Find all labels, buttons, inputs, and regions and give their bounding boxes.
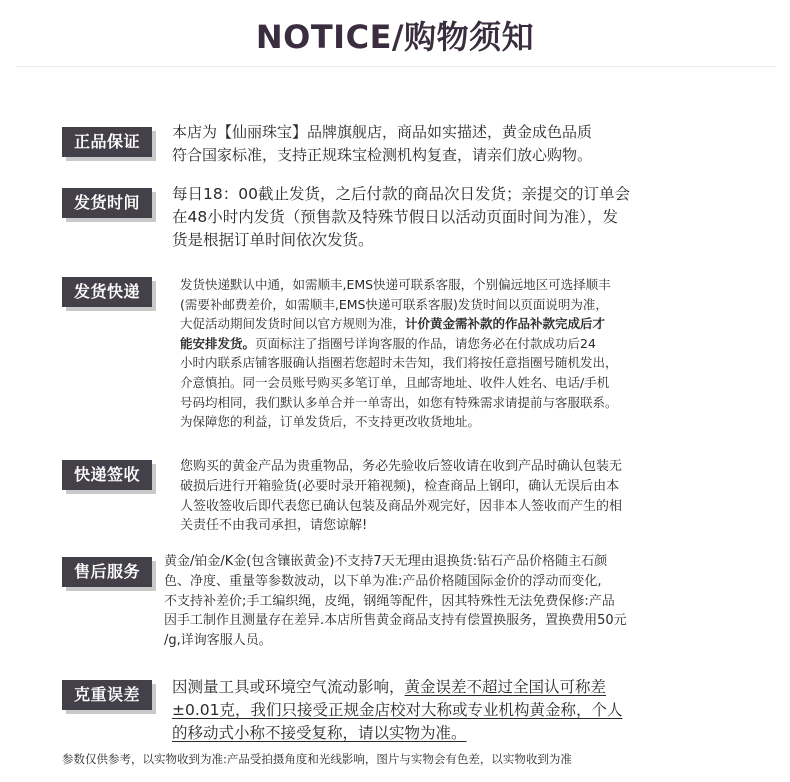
label-shipping-time: 发货时间 [62, 188, 152, 218]
after-sales-text [164, 552, 627, 651]
after-sales-line: 因手工制作且测量存在差异.本店所售黄金商品支持有偿置换服务，置换费用50元 [164, 613, 627, 629]
shipping-time-text [172, 183, 630, 252]
delivery-signoff-line: 破损后进行开箱验货(必要时录开箱视频)，检查商品上钢印，确认无误后由本 [180, 478, 620, 494]
courier-line: 为保障您的利益，订单发货后，不支持更改收货地址。 [180, 414, 481, 430]
courier-line-bold: 能安排发货。 [180, 335, 256, 351]
after-sales-line: 色、净度、重量等参数波动，以下单为准:产品价格随国际金价的浮动而变化, [164, 573, 602, 589]
weight-tolerance-line: ±0.01克，我们只接受正规金店校对大称或专业机构黄金称，个人 [172, 701, 623, 719]
courier-line [180, 334, 618, 354]
shipping-time-line: 每日18：00截止发货，之后付款的商品次日发货；亲提交的订单会 [172, 185, 630, 203]
label-weight-tolerance: 克重误差 [62, 680, 152, 710]
footnote: 参数仅供参考，以实物收到为准:产品受拍摄角度和光线影响，图片与实物会有色差，以实物收到为准 [62, 752, 572, 766]
weight-tolerance-line [172, 676, 623, 699]
delivery-signoff-line: 人签收签收后即代表您已确认包装及商品外观完好，因非本人签收而产生的相 [180, 498, 623, 514]
shipping-time-line: 在48小时内发货（预售款及特殊节假日以活动页面时间为准），发 [172, 208, 618, 226]
shipping-time-line: 货是根据订单时间依次发货。 [172, 231, 374, 249]
courier-line-normal: 大促活动期间发货时间以官方规则为准， [180, 316, 406, 332]
label-authenticity: 正品保证 [62, 127, 152, 157]
weight-tolerance-text [172, 676, 623, 745]
delivery-signoff-line: 关责任不由我司承担，请您谅解! [180, 518, 368, 534]
after-sales-line: /g,详询客服人员。 [164, 633, 272, 649]
weight-tolerance-line-normal: 因测量工具或环境空气流动影响， [172, 678, 405, 696]
courier-line: 介意慎拍。同一会员账号购买多笔订单，且邮寄地址、收件人姓名、电话/手机 [180, 374, 610, 390]
courier-line: (需要补邮费差价，如需顺丰,EMS快递可联系客服)发货时间以页面说明为准， [180, 296, 608, 312]
delivery-signoff-line: 您购买的黄金产品为贵重物品，务必先验收后签收请在收到产品时确认包装无 [180, 459, 623, 474]
weight-tolerance-line: 的移动式小称不接受复称，请以实物为准。 [172, 724, 467, 742]
courier-line: 发货快递默认中通，如需顺丰,EMS快递可联系客服，个别偏远地区可选择顺丰 [180, 277, 611, 292]
courier-line: 小时内联系店铺客服确认指圈若您超时未告知，我们将按任意指圈号随机发出， [180, 355, 618, 371]
title-divider [16, 66, 776, 67]
courier-line-bold: 计价黄金需补款的作品补款完成后才 [405, 316, 606, 332]
authenticity-text [172, 121, 592, 167]
label-delivery-signoff: 快递签收 [62, 460, 152, 490]
courier-line-normal: 页面标注了指圈号详询客服的作品，请您务必在付款成功后24 [255, 335, 596, 351]
after-sales-line: 黄金/铂金/K金(包含镶嵌黄金)不支持7天无理由退换货:钻石产品价格随主石颜 [164, 554, 608, 569]
courier-line [180, 314, 618, 334]
courier-text [180, 275, 618, 432]
authenticity-line: 本店为【仙丽珠宝】品牌旗舰店，商品如实描述，黄金成色品质 [172, 123, 593, 141]
courier-line: 号码均相同，我们默认多单合并一单寄出，如您有特殊需求请提前与客服联系。 [180, 394, 618, 410]
after-sales-line: 不支持补差价;手工编织绳，皮绳，钢绳等配件，因其特殊性无法免费保修:产品 [164, 593, 615, 609]
weight-tolerance-line-underlined: 黄金误差不超过全国认可称差 [404, 678, 607, 696]
page-title: NOTICE/购物须知 [255, 18, 535, 56]
label-courier: 发货快递 [62, 277, 152, 307]
label-after-sales: 售后服务 [62, 557, 152, 587]
delivery-signoff-text [180, 457, 622, 536]
authenticity-line: 符合国家标准，支持正规珠宝检测机构复查，请亲们放心购物。 [172, 146, 593, 164]
